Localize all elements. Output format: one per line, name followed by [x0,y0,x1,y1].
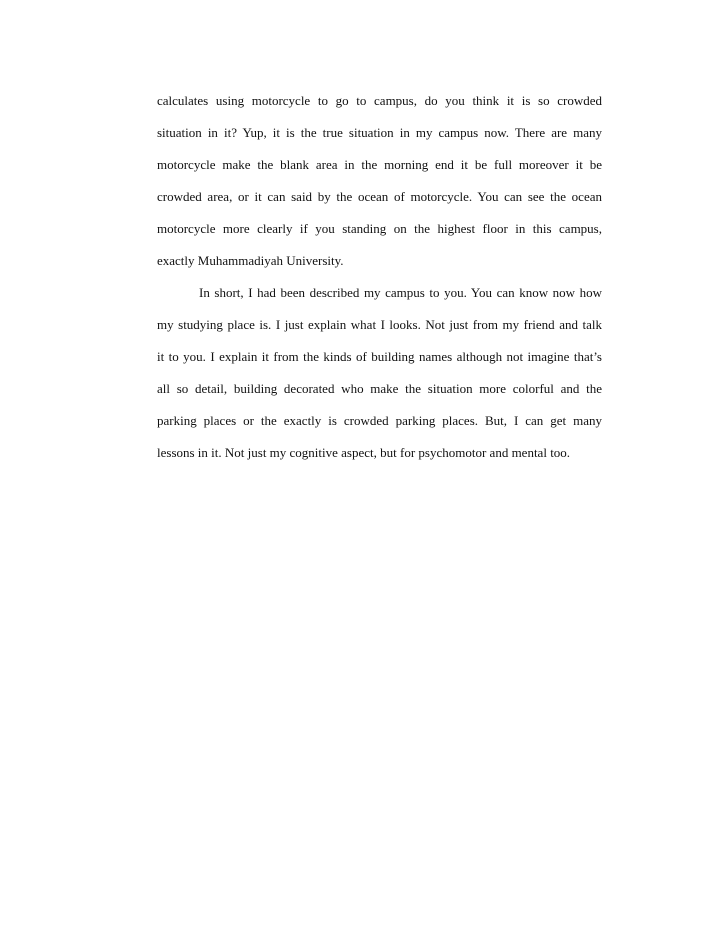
text-line: lessons in it. Not just my cognitive aspect, but for psychomotor and mental too. [157,445,571,460]
text-line: situation in it? Yup, it is the true situation in my campus now. There are many [157,125,602,140]
paragraph-2 [157,281,602,473]
paragraph-1 [157,89,602,281]
text-line: my studying place is. I just explain what I looks. Not just from my friend and talk [157,317,602,332]
text-line: In short, I had been described my campus to you. You can know now how [199,285,602,300]
text-line: it to you. I explain it from the kinds of building names although not imagine that’s [157,349,602,364]
text-line: parking places or the exactly is crowded parking places. But, I can get many [157,413,602,428]
text-line: crowded area, or it can said by the ocean of motorcycle. You can see the ocean [157,189,602,204]
text-line: calculates using motorcycle to go to campus, do you think it is so crowded [157,93,602,108]
text-line: motorcycle more clearly if you standing on the highest floor in this campus, [157,221,602,236]
text-line: all so detail, building decorated who make the situation more colorful and the [157,381,602,396]
body-text [157,89,602,473]
text-line: exactly Muhammadiyah University. [157,253,344,268]
text-line: motorcycle make the blank area in the morning end it be full moreover it be [157,157,602,172]
